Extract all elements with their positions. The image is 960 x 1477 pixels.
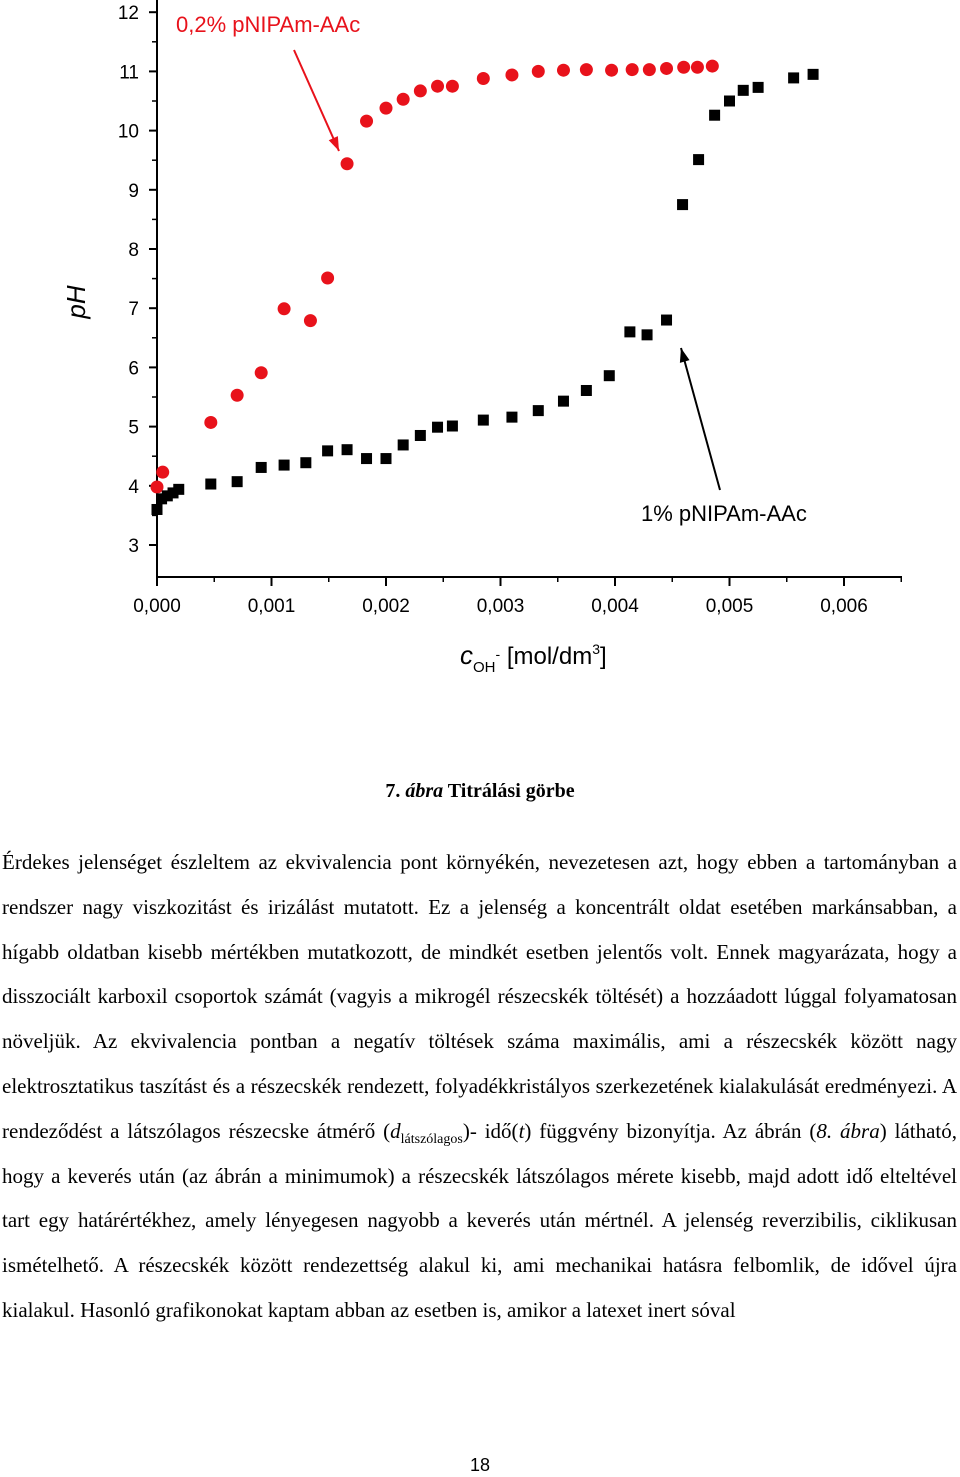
y-tick-label: 12 — [117, 3, 139, 25]
data-point-black — [661, 315, 672, 326]
data-point-black — [533, 405, 544, 416]
data-point-black — [808, 69, 819, 80]
y-tick-label: 4 — [128, 476, 139, 498]
data-point-black — [432, 422, 443, 433]
data-point-black — [724, 96, 735, 107]
data-point-red — [204, 416, 217, 429]
x-axis-label-sub: OH — [473, 659, 496, 676]
figure-caption — [0, 780, 960, 803]
data-point-red — [605, 64, 618, 77]
data-point-red — [255, 366, 268, 379]
titration-chart — [0, 0, 960, 700]
data-point-red — [151, 480, 164, 493]
data-point-red — [321, 272, 334, 285]
data-point-black — [415, 430, 426, 441]
data-point-black — [581, 385, 592, 396]
data-point-red — [360, 115, 373, 128]
caption-kind: ábra — [405, 780, 444, 802]
data-point-black — [677, 199, 688, 210]
data-point-red — [414, 84, 427, 97]
x-tick-label: 0,000 — [133, 596, 181, 617]
data-point-black — [300, 457, 311, 468]
y-axis-label: pH — [61, 285, 91, 319]
x-axis-label-unit-sup: 3 — [592, 641, 600, 657]
data-point-black — [624, 326, 635, 337]
body-paragraph — [2, 840, 957, 1333]
arrow-red-head — [329, 136, 339, 151]
data-point-black — [322, 445, 333, 456]
data-point-black — [398, 439, 409, 450]
data-point-red — [557, 64, 570, 77]
y-tick-label: 6 — [128, 358, 139, 380]
data-point-black — [558, 396, 569, 407]
body-d-sub: látszólagos — [400, 1131, 463, 1147]
body-fig-ref-kind: ábra — [840, 1118, 880, 1143]
x-tick-label: 0,002 — [362, 596, 410, 617]
data-point-red — [231, 389, 244, 402]
data-point-black — [709, 110, 720, 121]
x-axis-label-unit-end: ] — [599, 643, 607, 670]
data-point-black — [152, 504, 163, 515]
data-point-black — [279, 460, 290, 471]
body-text-3: ) függvény bizonyítja. Az ábrán ( — [524, 1118, 817, 1143]
y-tick-label: 8 — [128, 240, 139, 261]
body-fig-ref-num: 8. — [816, 1118, 833, 1143]
x-tick-label: 0,003 — [476, 596, 525, 617]
page-number: 18 — [469, 1455, 491, 1475]
caption-title: Titrálási görbe — [447, 780, 575, 802]
y-tick-label: 7 — [128, 299, 139, 321]
x-axis-label — [460, 640, 607, 676]
arrow-black-head — [680, 348, 690, 363]
data-point-red — [706, 60, 719, 73]
data-point-red — [304, 314, 317, 327]
data-point-black — [788, 72, 799, 83]
arrow-black — [681, 348, 720, 490]
data-point-red — [431, 80, 444, 93]
data-point-black — [506, 412, 517, 423]
x-tick-label: 0,001 — [247, 596, 296, 617]
data-point-black — [447, 421, 458, 432]
arrow-red — [294, 50, 339, 151]
x-tick-label: 0,006 — [820, 596, 868, 617]
data-point-black — [604, 370, 615, 381]
x-tick-label: 0,004 — [591, 596, 639, 617]
data-point-red — [660, 62, 673, 75]
x-axis-label-symbol: c — [460, 640, 473, 670]
data-point-red — [643, 63, 656, 76]
y-tick-label: 11 — [119, 62, 139, 84]
data-point-red — [156, 466, 169, 479]
y-tick-label: 9 — [128, 180, 139, 202]
caption-number: 7. — [385, 780, 401, 802]
x-axis-label-unit: [mol/dm — [500, 643, 593, 670]
data-point-red — [477, 72, 490, 85]
series-1-percent — [152, 69, 819, 515]
y-tick-label: 10 — [117, 121, 139, 143]
data-point-red — [446, 80, 459, 93]
data-point-red — [580, 63, 593, 76]
data-point-black — [753, 82, 764, 93]
data-point-black — [478, 415, 489, 426]
annotation-arrows — [294, 50, 720, 490]
body-text-1: Érdekes jelenséget észleltem az ekvivalencia pont környékén, nevezetesen azt, hogy ebben a tartományban a rendszer nagy viszkozitást és irizálást mutatott. Ez a jelenség a koncentrált oldat esetében markánsabban, a hígabb oldatban kisebb mértékben mutatkozott, de mindkét esetben jelentős volt. Ennek magyarázata, hogy a disszociált karboxil csoportok számát (vagyis a mikrogél részecskék töltését) a hozzáadott lúggal folyamatosan növeljük. Az ekvivalencia pontban a negatív töltések száma maximális, ami a részecskék között nagy elektrosztatikus taszítást és a részecskék rendezett, folyadékkristályos szerkezetének kialakulását eredményezi. A rendeződést a látszólagos részecske átmérő ( — [2, 850, 957, 1143]
x-tick-label: 0,005 — [705, 596, 754, 617]
data-point-red — [380, 102, 393, 115]
body-text-4: ) látható, hogy a keverés után (az ábrán a minimumok) a részecskék látszólagos mérete kisebb, majd adott idő elteltével tart egy határértékhez, amely lényegesen nagyobb a keverés után mértnél. A jelenség reverzibilis, ciklikusan ismételhető. A részecskék között rendezettség alakul ki, ami mechanikai hatásra felbomlik, de idővel újra kialakul. Hasonló grafikonokat kaptam abban az esetben is, amikor a latexet inert sóval — [2, 1118, 958, 1322]
body-text-2: )- idő( — [462, 1118, 519, 1143]
y-tick-label: 3 — [128, 536, 139, 557]
data-point-red — [278, 302, 291, 315]
data-point-red — [397, 93, 410, 106]
body-t: t — [518, 1118, 525, 1143]
data-point-red — [691, 61, 704, 74]
data-point-black — [342, 444, 353, 455]
data-point-black — [738, 85, 749, 96]
data-point-red — [626, 63, 639, 76]
data-point-black — [256, 462, 267, 473]
y-tick-label: 5 — [128, 417, 139, 439]
data-point-black — [381, 453, 392, 464]
data-point-black — [205, 479, 216, 490]
data-point-black — [173, 484, 184, 495]
data-point-black — [693, 154, 704, 165]
legend-label-black: 1% pNIPAm-AAc — [641, 501, 807, 526]
data-point-black — [642, 329, 653, 340]
legend-label-red: 0,2% pNIPAm-AAc — [176, 12, 361, 37]
body-d: d — [390, 1118, 401, 1143]
data-point-black — [232, 476, 243, 487]
data-point-black — [361, 453, 372, 464]
data-point-red — [505, 68, 518, 81]
x-axis-label-sup-minus: - — [495, 646, 501, 662]
data-point-red — [677, 61, 690, 74]
data-point-red — [532, 65, 545, 78]
data-point-red — [341, 157, 354, 170]
